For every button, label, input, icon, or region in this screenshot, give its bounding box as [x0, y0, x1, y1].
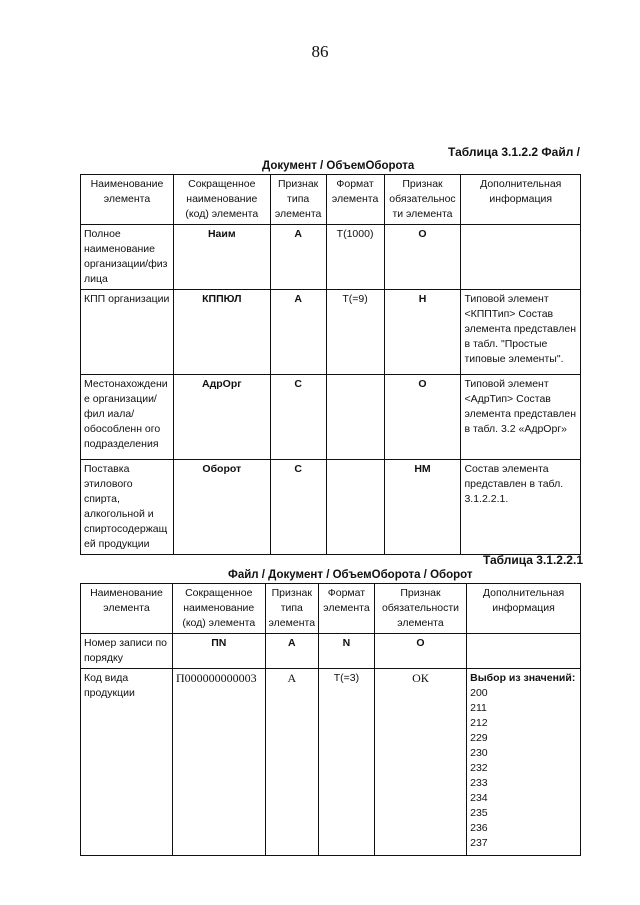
header-cell: Дополнительная информация	[461, 175, 581, 225]
table-cell: А	[270, 290, 326, 375]
header-cell: Дополнительная информация	[467, 584, 581, 634]
table-cell	[461, 225, 581, 290]
table-cell	[326, 460, 384, 555]
table-cell: Полное наименование организации/физ лица	[81, 225, 174, 290]
table-cell: Код вида продукции	[81, 669, 173, 856]
table-row	[81, 375, 581, 460]
table1-caption: Документ / ОбъемОборота	[262, 160, 415, 172]
table-cell: ОК	[374, 669, 466, 856]
table-cell: А	[265, 669, 318, 856]
table-cell: ПN	[172, 634, 265, 669]
table-cell: Наим	[173, 225, 270, 290]
table-cell: КПП организации	[81, 290, 174, 375]
table-cell: АдрОрг	[173, 375, 270, 460]
table-header-row	[81, 584, 581, 634]
table-cell: О	[384, 375, 461, 460]
value-list-item: 230	[470, 747, 488, 759]
header-cell: Признак обязательности элемента	[374, 584, 466, 634]
table-cell: Состав элемента представлен в табл. 3.1.2.2.1.	[461, 460, 581, 555]
table-cell: С	[270, 460, 326, 555]
header-cell: Наименование элемента	[81, 175, 174, 225]
table1-label: Таблица 3.1.2.2 Файл /	[448, 145, 580, 159]
table-cell: T(=3)	[319, 669, 375, 856]
table-cell: Типовой элемент <АдрТип> Состав элемента представлен в табл. 3.2 «АдрОрг»	[461, 375, 581, 460]
header-cell: Сокращенное наименование (код) элемента	[172, 584, 265, 634]
value-list-item: 235	[470, 807, 488, 819]
table-cell: О	[384, 225, 461, 290]
value-list-item: 200	[470, 687, 488, 699]
table-cell: Типовой элемент <КППТип> Состав элемента представлен в табл. "Простые типовые элементы".	[461, 290, 581, 375]
header-cell: Признак обязательнос ти элемента	[384, 175, 461, 225]
table-row	[81, 225, 581, 290]
table-cell: А	[265, 634, 318, 669]
table2-caption: Файл / Документ / ОбъемОборота / Оборот	[228, 569, 473, 581]
header-cell: Наименование элемента	[81, 584, 173, 634]
table-row	[81, 634, 581, 669]
table-cell: А	[270, 225, 326, 290]
value-list-item: 232	[470, 762, 488, 774]
header-cell: Формат элемента	[319, 584, 375, 634]
table-cell: T(1000)	[326, 225, 384, 290]
header-cell: Формат элемента	[326, 175, 384, 225]
value-list-item: 236	[470, 822, 488, 834]
page-number: 86	[311, 42, 329, 61]
table-cell: N	[319, 634, 375, 669]
header-cell: Признак типа элемента	[270, 175, 326, 225]
table-cell: КППЮЛ	[173, 290, 270, 375]
table-cell: Местонахождени е организации/фил иала/обособленн ого подразделения	[81, 375, 174, 460]
table-header-row	[81, 175, 581, 225]
table-cell: С	[270, 375, 326, 460]
value-list-item: 211	[470, 702, 487, 714]
value-list-item: 237	[470, 837, 488, 849]
header-cell: Сокращенное наименование (код) элемента	[173, 175, 270, 225]
table-cell: Н	[384, 290, 461, 375]
table2-label: Таблица 3.1.2.2.1	[482, 553, 583, 567]
value-list-item: 233	[470, 777, 488, 789]
table2	[80, 583, 581, 856]
value-list-label: Выбор из значений:	[470, 672, 576, 684]
table-cell: T(=9)	[326, 290, 384, 375]
table-row	[81, 669, 581, 856]
value-list-item: 229	[470, 732, 488, 744]
table-row	[81, 290, 581, 375]
value-list-item: 234	[470, 792, 488, 804]
table-cell: Поставка этилового спирта, алкогольной и спиртосодержащ ей продукции	[81, 460, 174, 555]
table-cell: Номер записи по порядку	[81, 634, 173, 669]
header-cell: Признак типа элемента	[265, 584, 318, 634]
table-cell: НМ	[384, 460, 461, 555]
table-cell: О	[374, 634, 466, 669]
value-list-cell	[467, 669, 581, 856]
table1	[80, 174, 581, 555]
table-cell	[467, 634, 581, 669]
table-cell: Оборот	[173, 460, 270, 555]
table-cell: П000000000003	[172, 669, 265, 856]
value-list-item: 212	[470, 717, 488, 729]
table-cell	[326, 375, 384, 460]
table-row	[81, 460, 581, 555]
